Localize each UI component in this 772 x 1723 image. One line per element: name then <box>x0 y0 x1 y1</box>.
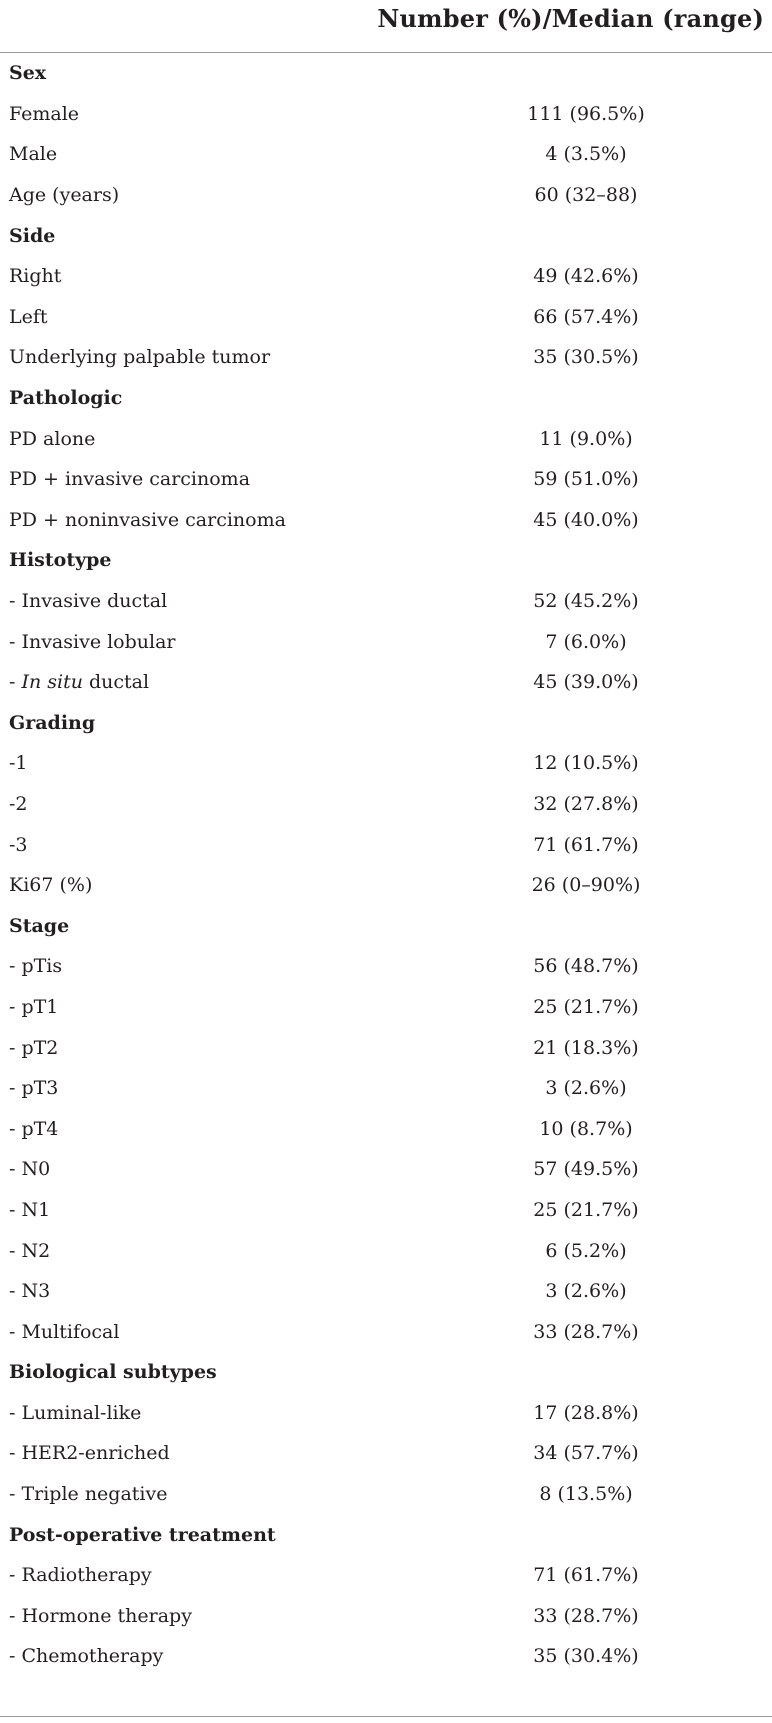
row-label: - Multifocal <box>9 1320 120 1343</box>
section-label: Histotype <box>9 549 112 572</box>
row-value: 26 (0–90%) <box>531 874 641 897</box>
section-label: Stage <box>9 914 70 937</box>
table-row <box>0 94 772 135</box>
row-value: 33 (28.7%) <box>533 1604 639 1627</box>
row-value: 21 (18.3%) <box>533 1036 639 1059</box>
table-row <box>0 1433 772 1474</box>
row-value: 4 (3.5%) <box>545 143 627 166</box>
section-header-row <box>0 703 772 744</box>
row-label: - pT3 <box>9 1077 59 1100</box>
row-label: - Radiotherapy <box>9 1564 152 1587</box>
row-label: - N2 <box>9 1239 51 1262</box>
section-label: Sex <box>9 62 47 85</box>
table-row <box>0 824 772 865</box>
row-label: Underlying palpable tumor <box>9 346 271 369</box>
row-label: PD + invasive carcinoma <box>9 468 251 491</box>
row-label: - pTis <box>9 955 63 978</box>
section-label: Grading <box>9 711 96 734</box>
table-row <box>0 621 772 662</box>
row-value: 45 (40.0%) <box>533 508 639 531</box>
row-label: Age (years) <box>9 184 120 207</box>
table-row <box>0 134 772 175</box>
row-value: 59 (51.0%) <box>533 468 639 491</box>
row-value: 25 (21.7%) <box>533 995 639 1018</box>
row-value: 45 (39.0%) <box>533 671 639 694</box>
section-header-row <box>0 215 772 256</box>
row-label: PD + noninvasive carcinoma <box>9 508 286 531</box>
table-row <box>0 1636 772 1677</box>
row-label: - Invasive lobular <box>9 630 176 653</box>
bottom-rule <box>0 1716 772 1717</box>
section-header-row <box>0 378 772 419</box>
table-body <box>0 53 772 1677</box>
section-label: Pathologic <box>9 387 123 410</box>
table-row <box>0 256 772 297</box>
row-value: 111 (96.5%) <box>527 102 645 125</box>
table-row <box>0 662 772 703</box>
row-value: 34 (57.7%) <box>533 1442 639 1465</box>
table-row <box>0 418 772 459</box>
row-label: -1 <box>9 752 28 775</box>
row-value: 25 (21.7%) <box>533 1198 639 1221</box>
row-value: 60 (32–88) <box>534 184 638 207</box>
row-value: 12 (10.5%) <box>533 752 639 775</box>
table-row <box>0 1271 772 1312</box>
table-row <box>0 1068 772 1109</box>
table-row <box>0 1230 772 1271</box>
row-label: - N0 <box>9 1158 51 1181</box>
row-value: 71 (61.7%) <box>533 833 639 856</box>
table-row <box>0 337 772 378</box>
row-value: 35 (30.5%) <box>533 346 639 369</box>
table-row <box>0 175 772 216</box>
row-value: 3 (2.6%) <box>545 1077 627 1100</box>
row-label: - N1 <box>9 1198 51 1221</box>
value-column-header: Number (%)/Median (range) <box>377 4 764 33</box>
section-label: Side <box>9 224 56 247</box>
table-row <box>0 1596 772 1637</box>
table-row <box>0 1474 772 1515</box>
section-label: Biological subtypes <box>9 1361 217 1384</box>
table-row <box>0 500 772 541</box>
row-label: - In situ ductal <box>9 671 150 694</box>
row-label: Male <box>9 143 58 166</box>
table-header <box>0 0 772 53</box>
section-header-row <box>0 540 772 581</box>
row-label: Right <box>9 265 62 288</box>
table-row <box>0 1027 772 1068</box>
row-value: 33 (28.7%) <box>533 1320 639 1343</box>
row-value: 3 (2.6%) <box>545 1280 627 1303</box>
row-value: 32 (27.8%) <box>533 792 639 815</box>
row-label: - Luminal-like <box>9 1401 142 1424</box>
table-row <box>0 1108 772 1149</box>
row-label: - Invasive ductal <box>9 590 168 613</box>
row-value: 11 (9.0%) <box>539 427 633 450</box>
table-row <box>0 743 772 784</box>
row-label: -2 <box>9 792 28 815</box>
row-value: 49 (42.6%) <box>533 265 639 288</box>
table-row <box>0 297 772 338</box>
section-header-row <box>0 53 772 94</box>
table-row <box>0 946 772 987</box>
table-row <box>0 1555 772 1596</box>
row-value: 6 (5.2%) <box>545 1239 627 1262</box>
section-header-row <box>0 1352 772 1393</box>
row-value: 71 (61.7%) <box>533 1564 639 1587</box>
row-label: Female <box>9 102 80 125</box>
table-row <box>0 581 772 622</box>
row-label: Left <box>9 305 48 328</box>
section-header-row <box>0 905 772 946</box>
row-label: - N3 <box>9 1280 51 1303</box>
row-label: - pT1 <box>9 995 59 1018</box>
row-label: PD alone <box>9 427 96 450</box>
row-label: Ki67 (%) <box>9 874 93 897</box>
table-row <box>0 1149 772 1190</box>
row-label: - Hormone therapy <box>9 1604 192 1627</box>
table-row <box>0 1190 772 1231</box>
row-label: - Triple negative <box>9 1483 168 1506</box>
row-value: 56 (48.7%) <box>533 955 639 978</box>
row-label: -3 <box>9 833 28 856</box>
row-value: 57 (49.5%) <box>533 1158 639 1181</box>
row-value: 66 (57.4%) <box>533 305 639 328</box>
row-label: - Chemotherapy <box>9 1645 164 1668</box>
table-row <box>0 987 772 1028</box>
row-value: 17 (28.8%) <box>533 1401 639 1424</box>
table-row <box>0 784 772 825</box>
section-label: Post-operative treatment <box>9 1523 276 1546</box>
table-row <box>0 1311 772 1352</box>
row-value: 8 (13.5%) <box>539 1483 633 1506</box>
table-row <box>0 865 772 906</box>
row-value: 10 (8.7%) <box>539 1117 633 1140</box>
table-row <box>0 459 772 500</box>
row-label: - HER2-enriched <box>9 1442 170 1465</box>
table-row <box>0 1393 772 1434</box>
row-value: 52 (45.2%) <box>533 590 639 613</box>
row-value: 35 (30.4%) <box>533 1645 639 1668</box>
row-label: - pT4 <box>9 1117 59 1140</box>
row-label: - pT2 <box>9 1036 59 1059</box>
row-value: 7 (6.0%) <box>545 630 627 653</box>
section-header-row <box>0 1514 772 1555</box>
